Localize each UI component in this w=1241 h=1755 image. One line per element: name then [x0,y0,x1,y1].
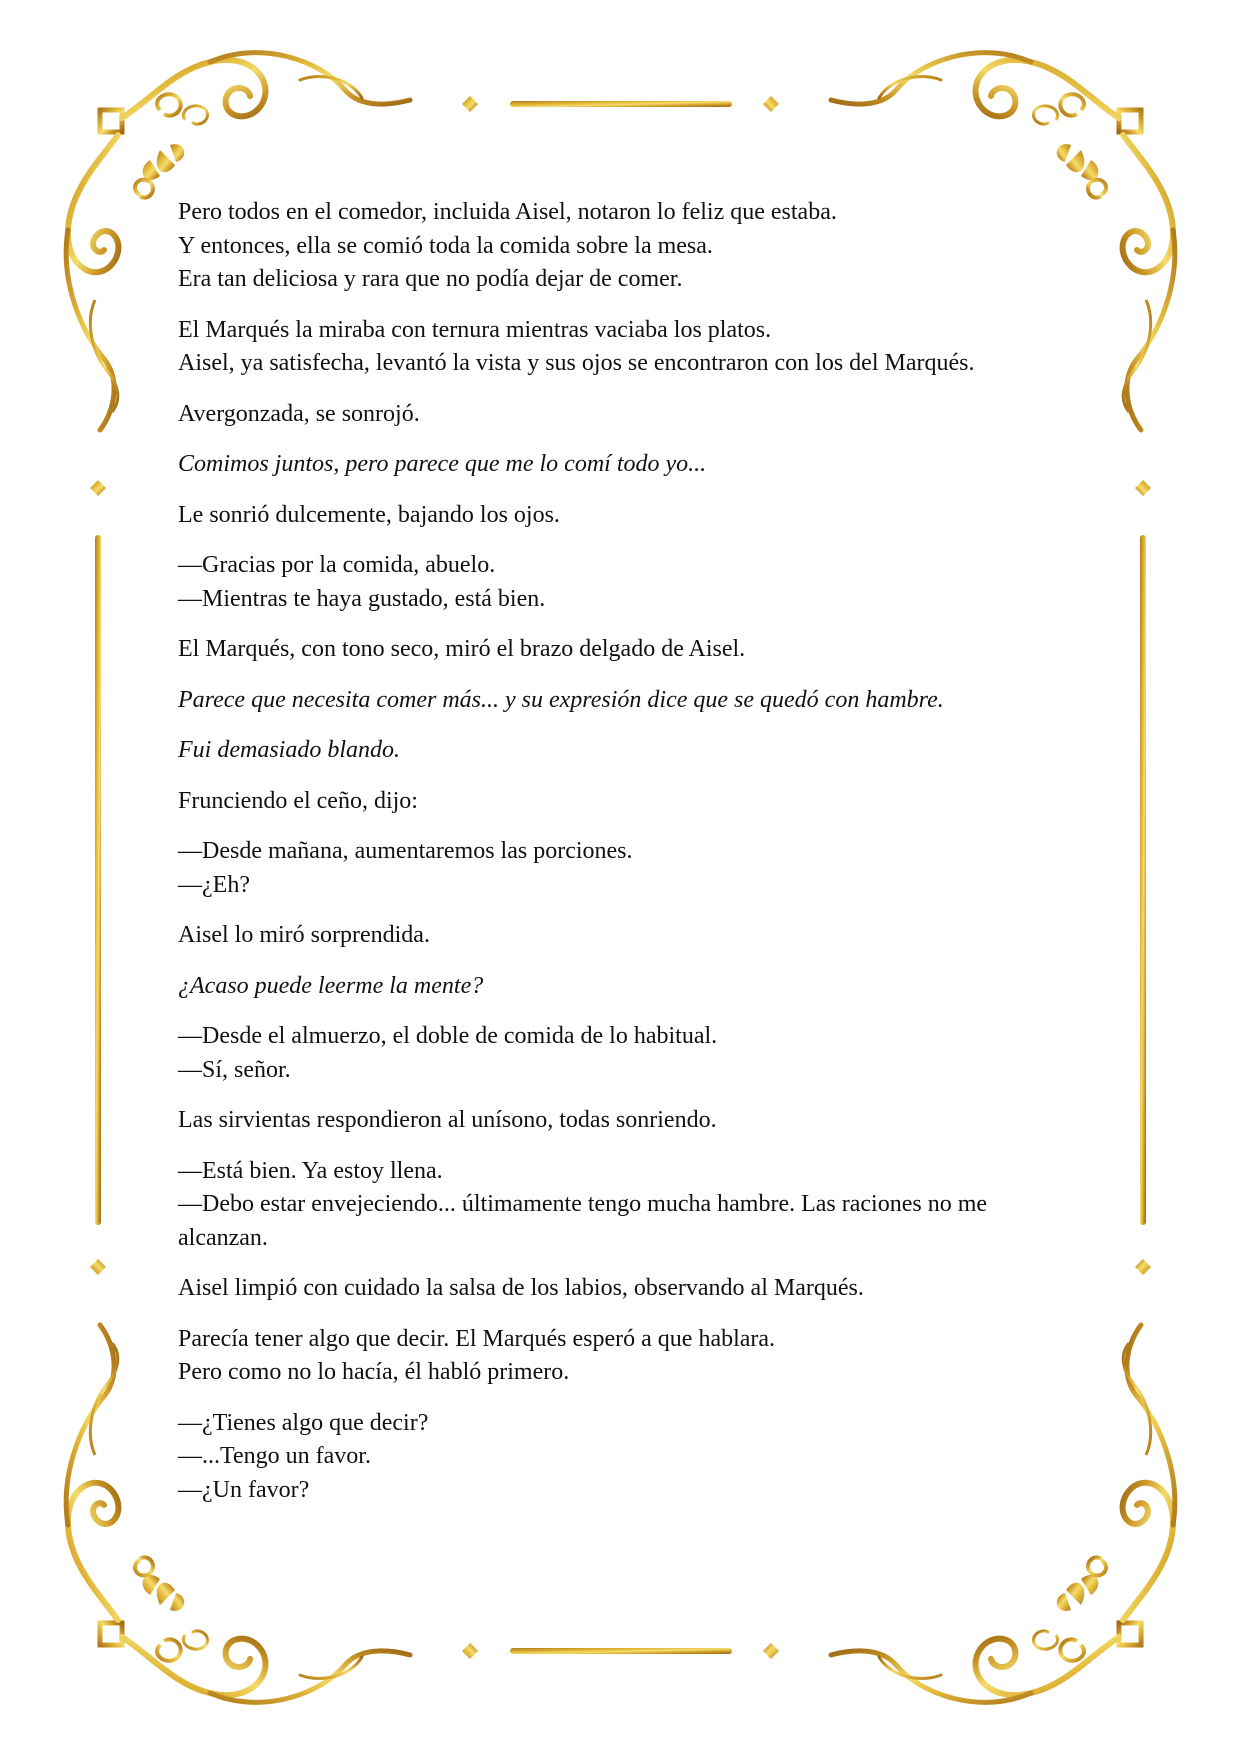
paragraph: —Desde el almuerzo, el doble de comida de lo habitual. —Sí, señor. [178,1023,718,1083]
frame-right-bar [1140,535,1146,1225]
paragraph: —¿Tienes algo que decir? —...Tengo un favor. —¿Un favor? [178,1409,429,1503]
paragraph: —Desde mañana, aumentaremos las porciones. —¿Eh? [178,838,633,898]
paragraph: El Marqués la miraba con ternura mientras vaciaba los platos. Aisel, ya satisfecha, levantó la vista y sus ojos se encontraron con los del Marqués. [178,316,975,376]
paragraph: Le sonrió dulcemente, bajando los ojos. [178,501,560,528]
paragraph: El Marqués, con tono seco, miró el brazo delgado de Aisel. [178,636,746,662]
document-body [178,196,1078,1524]
thought-paragraph: Fui demasiado blando. [178,737,400,763]
paragraph: —Gracias por la comida, abuelo. —Mientras te haya gustado, está bien. [178,552,546,612]
paragraph: Aisel limpió con cuidado la salsa de los labios, observando al Marqués. [178,1275,864,1301]
paragraph: —Está bien. Ya estoy llena. —Debo estar envejeciendo... últimamente tengo mucha hambre. Las raciones no me alcanzan. [178,1157,988,1251]
frame-top-bar [510,101,732,107]
frame-left-bar [95,535,101,1225]
thought-paragraph: Parece que necesita comer más... y su expresión dice que se quedó con hambre. [178,686,944,713]
paragraph: Las sirvientas respondieron al unísono, todas sonriendo. [178,1107,717,1133]
paragraph: Pero todos en el comedor, incluida Aisel, notaron lo feliz que estaba. Y entonces, ella se comió toda la comida sobre la mesa. Era tan deliciosa y rara que no podía dejar de comer. [178,199,837,292]
thought-paragraph: ¿Acaso puede leerme la mente? [178,972,484,999]
thought-paragraph: Comimos juntos, pero parece que me lo comí todo yo... [178,451,707,477]
paragraph: Avergonzada, se sonrojó. [178,400,420,427]
paragraph: Frunciendo el ceño, dijo: [178,787,418,814]
paragraph: Parecía tener algo que decir. El Marqués esperó a que hablara. Pero como no lo hacía, él habló primero. [178,1325,776,1385]
frame-bottom-bar [510,1648,732,1654]
paragraph: Aisel lo miró sorprendida. [178,922,430,948]
